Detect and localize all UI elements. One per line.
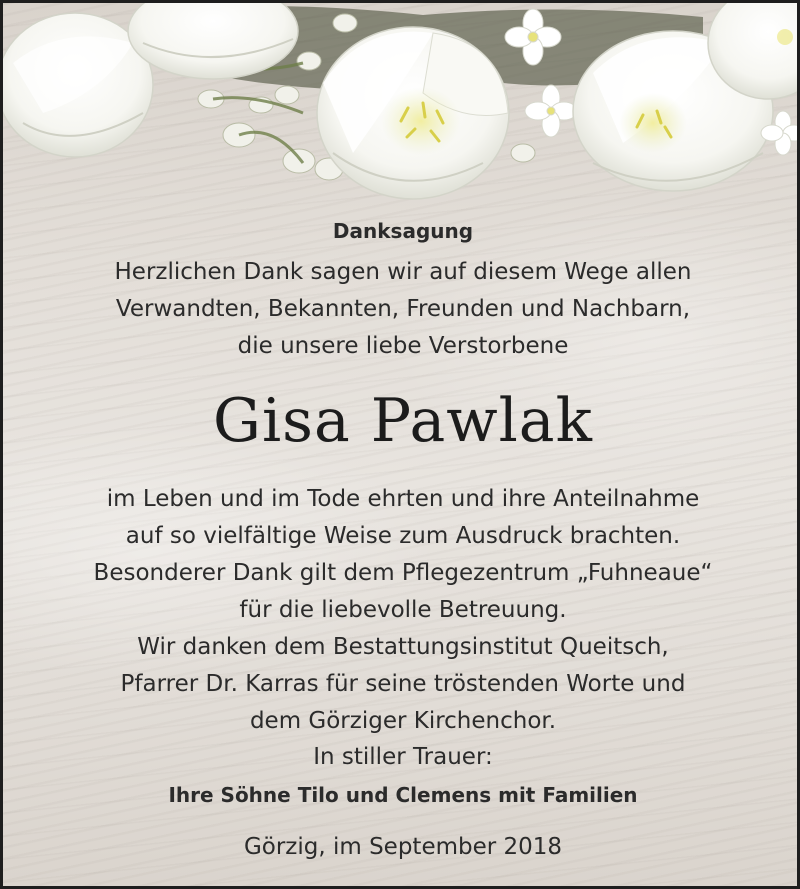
deceased-name: Gisa Pawlak [213, 386, 593, 456]
intro-line: Herzlichen Dank sagen wir auf diesem Wege allen [114, 259, 692, 285]
place-and-date: Görzig, im September 2018 [243, 834, 563, 860]
body-line: auf so vielfältige Weise zum Ausdruck brachten. [125, 523, 681, 549]
mourning-phrase: In stiller Trauer: [313, 744, 493, 770]
signers: Ihre Söhne Tilo und Clemens mit Familien [168, 783, 638, 807]
body-line: Besonderer Dank gilt dem Pflegezentrum „Fuhneaue“ [93, 560, 713, 586]
body-line: für die liebevolle Betreuung. [239, 597, 567, 623]
body-line: dem Görziger Kirchenchor. [249, 708, 557, 734]
body-line: Pfarrer Dr. Karras für seine tröstenden Worte und [120, 671, 686, 697]
body-line: im Leben und im Tode ehrten und ihre Anteilnahme [106, 486, 700, 512]
intro-line: die unsere liebe Verstorbene [237, 333, 569, 359]
intro-text [3, 254, 800, 365]
intro-line: Verwandten, Bekannten, Freunden und Nachbarn, [115, 296, 691, 322]
notice-heading: Danksagung [332, 219, 474, 243]
body-text [3, 481, 800, 740]
flower-decoration-image [3, 3, 800, 213]
body-line: Wir danken dem Bestattungsinstitut Queitsch, [137, 634, 669, 660]
